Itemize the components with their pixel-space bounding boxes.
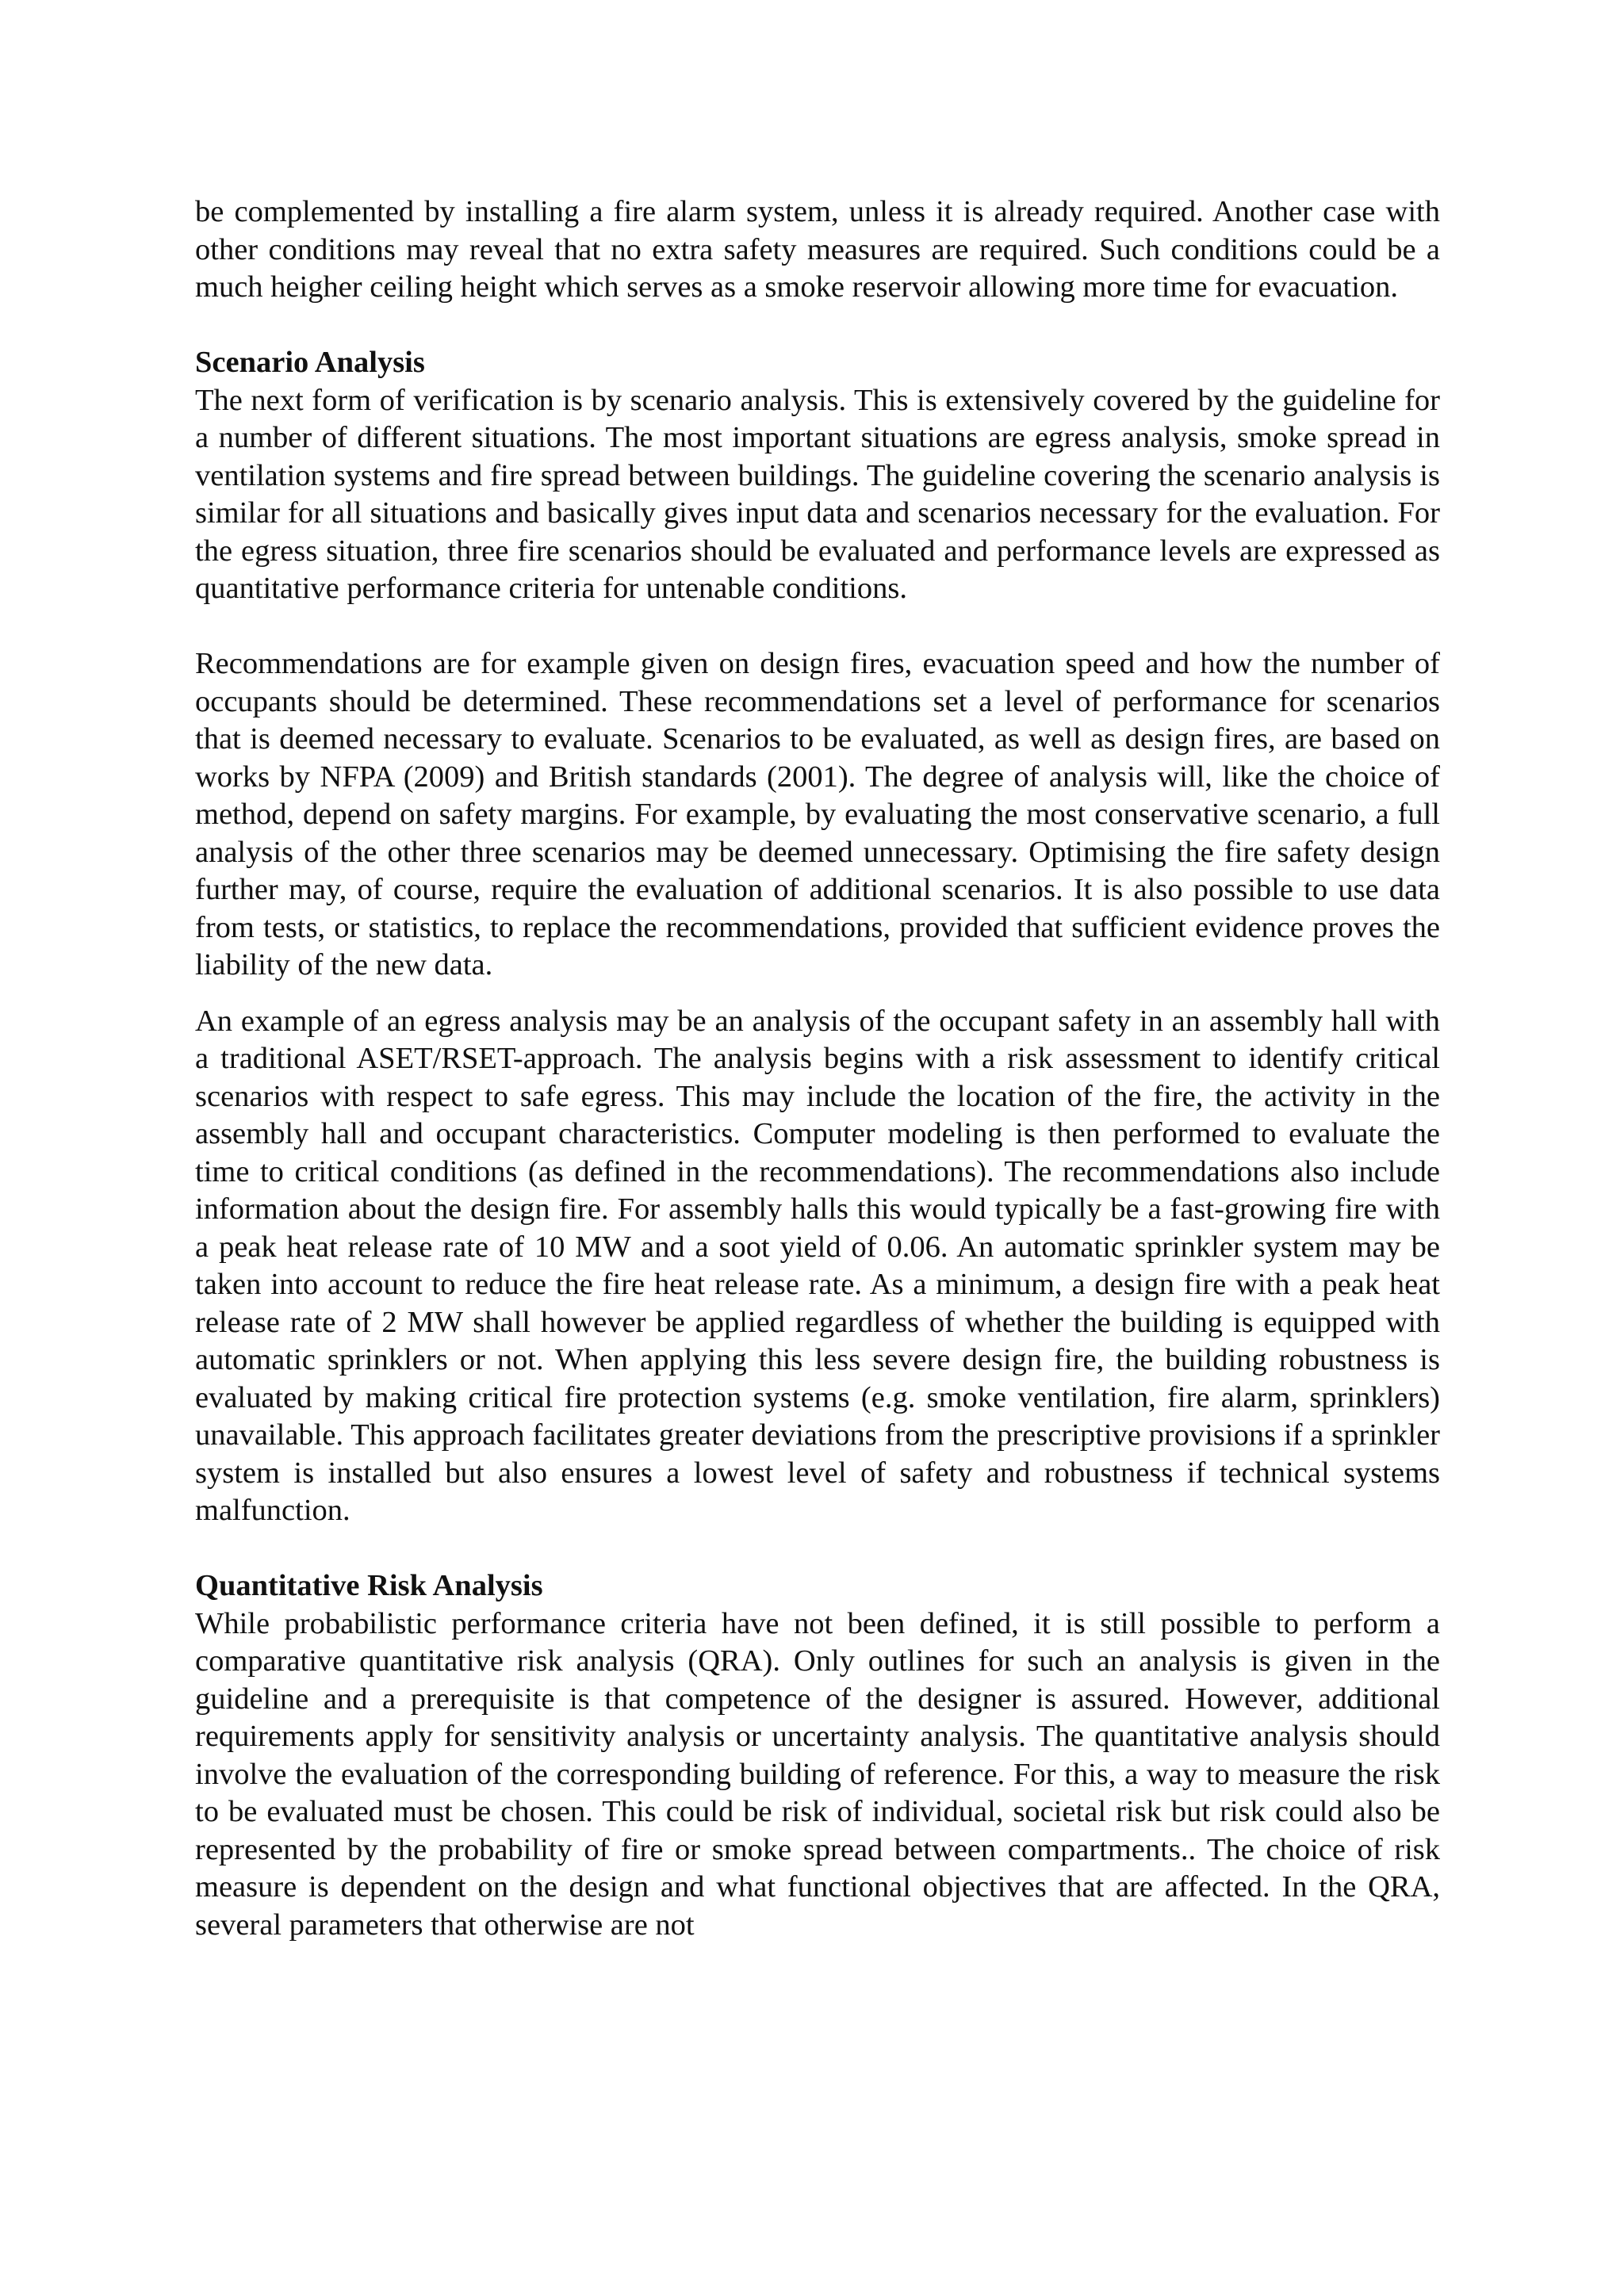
document-page [195,193,1440,1944]
heading-scenario-analysis: Scenario Analysis [195,346,425,379]
paragraph-egress-example: An example of an egress analysis may be an analysis of the occupant safety in an assembly hall with a traditional ASET/RSET-approach. The analysis begins with a risk assessment to identify critical scenarios with respect to safe egress. This may include the location of the fire, the activity in the assembly hall and occupant characteristics. Computer modeling is then performed to evaluate the time to critical conditions (as defined in the recommendations). The recommendations also include information about the design fire. For assembly halls this would typically be a fast-growing fire with a peak heat release rate of 10 MW and a soot yield of 0.06. An automatic sprinkler system may be taken into account to reduce the fire heat release rate. As a minimum, a design fire with a peak heat release rate of 2 MW shall however be applied regardless of whether the building is equipped with automatic sprinklers or not. When applying this less severe design fire, the building robustness is evaluated by making critical fire protection systems (e.g. smoke ventilation, fire alarm, sprinklers) unavailable. This approach facilitates greater deviations from the prescriptive provisions if a sprinkler system is installed but also ensures a lowest level of safety and robustness if technical systems malfunction. [195,1004,1440,1527]
paragraph-qra: While probabilistic performance criteria have not been defined, it is still possible to perform a comparative quantitative risk analysis (QRA). Only outlines for such an analysis is given in the guideline and a prerequisite is that competence of the designer is assured. However, additional requirements apply for sensitivity analysis or uncertainty analysis. The quantitative analysis should involve the evaluation of the corresponding building of reference. For this, a way to measure the risk to be evaluated must be chosen. This could be risk of individual, societal risk but risk could also be represented by the probability of fire or smoke spread between compartments.. The choice of risk measure is dependent on the design and what functional objectives that are affected. In the QRA, several parameters that otherwise are not [195,1606,1440,1942]
paragraph-intro: be complemented by installing a fire alarm system, unless it is already required. Another case with other conditions may reveal that no extra safety measures are required. Such conditions could be a much heigher ceiling height which serves as a smoke reservoir allowing more time for evacuation. [195,195,1440,304]
paragraph-recommendations: Recommendations are for example given on design fires, evacuation speed and how the number of occupants should be determined. These recommendations set a level of performance for scenarios that is deemed necessary to evaluate. Scenarios to be evaluated, as well as design fires, are based on works by NFPA (2009) and British standards (2001). The degree of analysis will, like the choice of method, depend on safety margins. For example, by evaluating the most conservative scenario, a full analysis of the other three scenarios may be deemed unnecessary. Optimising the fire safety design further may, of course, require the evaluation of additional scenarios. It is also possible to use data from tests, or statistics, to replace the recommendations, provided that sufficient evidence proves the liability of the new data. [195,647,1440,982]
heading-quantitative-risk-analysis: Quantitative Risk Analysis [195,1569,543,1602]
paragraph-scenario-verification: The next form of verification is by scenario analysis. This is extensively covered by the guideline for a number of different situations. The most important situations are egress analysis, smoke spread in ventilation systems and fire spread between buildings. The guideline covering the scenario analysis is similar for all situations and basically gives input data and scenarios necessary for the evaluation. For the egress situation, three fire scenarios should be evaluated and performance levels are expressed as quantitative performance criteria for untenable conditions. [195,383,1440,605]
